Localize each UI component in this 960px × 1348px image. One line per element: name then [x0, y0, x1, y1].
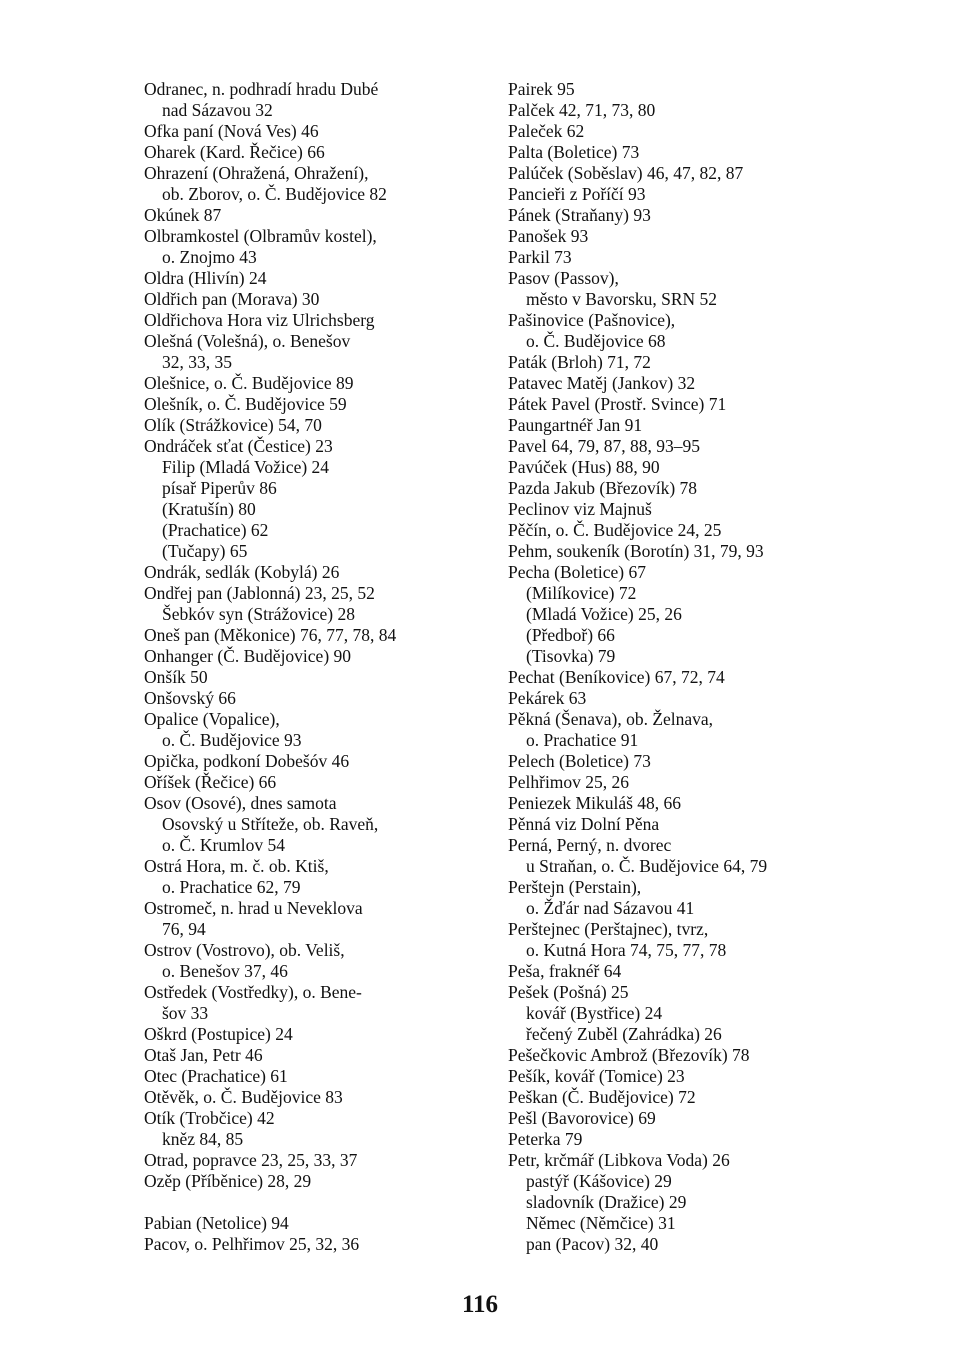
index-entry: Ohrazení (Ohražená, Ohražení),: [144, 163, 369, 183]
index-subentry: kovář (Bystřice) 24: [526, 1003, 663, 1023]
index-entry: Otík (Trobčice) 42: [144, 1108, 275, 1128]
index-entry: Pazda Jakub (Březovík) 78: [508, 478, 698, 498]
index-entry: Oříšek (Řečice) 66: [144, 772, 277, 792]
index-entry: Olbramkostel (Olbramův kostel),: [144, 226, 377, 246]
index-subentry: Němec (Němčice) 31: [526, 1213, 676, 1233]
index-entry: Palúček (Soběslav) 46, 47, 82, 87: [508, 163, 744, 183]
index-subentry: sladovník (Dražice) 29: [526, 1192, 687, 1212]
index-entry: Opička, podkoní Dobešóv 46: [144, 751, 350, 771]
index-subentry: kněz 84, 85: [162, 1129, 244, 1149]
index-entry: Opalice (Vopalice),: [144, 709, 280, 729]
index-entry: Ondrák, sedlák (Kobylá) 26: [144, 562, 340, 582]
index-entry: Perná, Perný, n. dvorec: [508, 835, 672, 855]
index-entry: Onhanger (Č. Budějovice) 90: [144, 646, 352, 666]
index-subentry: 32, 33, 35: [162, 352, 232, 372]
index-entry: Otec (Prachatice) 61: [144, 1066, 288, 1086]
index-entry: Olešník, o. Č. Budějovice 59: [144, 394, 347, 414]
index-entry: Petr, krčmář (Libkova Voda) 26: [508, 1150, 730, 1170]
index-subentry: 76, 94: [162, 919, 206, 939]
index-subentry: o. Č. Krumlov 54: [162, 835, 285, 855]
index-entry: Okúnek 87: [144, 205, 222, 225]
index-entry: Osov (Osové), dnes samota: [144, 793, 337, 813]
index-entry: Perštejn (Perstain),: [508, 877, 642, 897]
index-subentry: o. Žďár nad Sázavou 41: [526, 898, 695, 918]
index-entry: Pacov, o. Pelhřimov 25, 32, 36: [144, 1234, 360, 1254]
index-subentry: u Straňan, o. Č. Budějovice 64, 79: [526, 856, 768, 876]
index-entry: Oldra (Hlivín) 24: [144, 268, 267, 288]
index-entry: Parkil 73: [508, 247, 572, 267]
index-column-left: [144, 79, 474, 1255]
index-entry: Pešík, kovář (Tomice) 23: [508, 1066, 685, 1086]
index-entry: Patavec Matěj (Jankov) 32: [508, 373, 696, 393]
index-entry: Oharek (Kard. Řečice) 66: [144, 142, 325, 162]
index-subentry: pastýř (Kášovice) 29: [526, 1171, 672, 1191]
index-subentry: (Tisovka) 79: [526, 646, 616, 666]
index-subentry: písař Piperův 86: [162, 478, 277, 498]
index-entry: Oldřich pan (Morava) 30: [144, 289, 320, 309]
index-subentry: pan (Pacov) 32, 40: [526, 1234, 659, 1254]
index-entry: Pehm, soukeník (Borotín) 31, 79, 93: [508, 541, 764, 561]
index-entry: Ostrá Hora, m. č. ob. Ktiš,: [144, 856, 329, 876]
index-entry: Pašinovice (Pašnovice),: [508, 310, 676, 330]
index-subentry: Osovský u Stříteže, ob. Raveň,: [162, 814, 379, 834]
index-subentry: šov 33: [162, 1003, 209, 1023]
index-entry: Peclinov viz Majnuš: [508, 499, 652, 519]
index-entry: Pairek 95: [508, 79, 575, 99]
index-entry: Pavúček (Hus) 88, 90: [508, 457, 660, 477]
index-subentry: (Kratušín) 80: [162, 499, 256, 519]
index-entry: Ofka paní (Nová Ves) 46: [144, 121, 319, 141]
index-entry: Olešnice, o. Č. Budějovice 89: [144, 373, 354, 393]
index-subentry: město v Bavorsku, SRN 52: [526, 289, 718, 309]
index-entry: Perštejnec (Perštajnec), tvrz,: [508, 919, 709, 939]
index-entry: Olešná (Volešná), o. Benešov: [144, 331, 351, 351]
index-entry: Otěvěk, o. Č. Budějovice 83: [144, 1087, 343, 1107]
index-subentry: o. Č. Budějovice 68: [526, 331, 666, 351]
index-entry: Peterka 79: [508, 1129, 583, 1149]
index-entry: Ostředek (Vostředky), o. Bene-: [144, 982, 362, 1002]
index-entry: Ondřej pan (Jablonná) 23, 25, 52: [144, 583, 375, 603]
index-entry: Pecha (Boletice) 67: [508, 562, 647, 582]
index-entry: Peša, fraknéř 64: [508, 961, 622, 981]
index-entry: Pěkná (Šenava), ob. Želnava,: [508, 709, 714, 729]
index-entry: Pěčín, o. Č. Budějovice 24, 25: [508, 520, 722, 540]
index-entry: Panošek 93: [508, 226, 589, 246]
index-entry: Pekárek 63: [508, 688, 587, 708]
index-entry: Pěnná viz Dolní Pěna: [508, 814, 660, 834]
index-subentry: (Tučapy) 65: [162, 541, 248, 561]
index-entry: Paták (Brloh) 71, 72: [508, 352, 651, 372]
index-entry: Oldřichova Hora viz Ulrichsberg: [144, 310, 375, 330]
index-entry: Pešečkovic Ambrož (Březovík) 78: [508, 1045, 750, 1065]
blank-line: [144, 1192, 474, 1213]
index-entry: Onšovský 66: [144, 688, 236, 708]
index-subentry: (Milíkovice) 72: [526, 583, 637, 603]
index-entry: Paleček 62: [508, 121, 585, 141]
index-subentry: nad Sázavou 32: [162, 100, 273, 120]
index-entry: Palček 42, 71, 73, 80: [508, 100, 656, 120]
index-entry: Pánek (Straňany) 93: [508, 205, 651, 225]
index-subentry: ob. Zborov, o. Č. Budějovice 82: [162, 184, 387, 204]
index-entry: Pešl (Bavorovice) 69: [508, 1108, 656, 1128]
index-entry: Pasov (Passov),: [508, 268, 619, 288]
index-entry: Oneš pan (Měkonice) 76, 77, 78, 84: [144, 625, 397, 645]
index-entry: Pancieři z Poříčí 93: [508, 184, 646, 204]
index-entry: Olík (Strážkovice) 54, 70: [144, 415, 322, 435]
index-entry: Peniezek Mikuláš 48, 66: [508, 793, 682, 813]
index-entry: Pátek Pavel (Prostř. Svince) 71: [508, 394, 727, 414]
index-entry: Pechat (Beníkovice) 67, 72, 74: [508, 667, 725, 687]
index-entry: Palta (Boletice) 73: [508, 142, 640, 162]
index-subentry: o. Kutná Hora 74, 75, 77, 78: [526, 940, 727, 960]
index-entry: Otaš Jan, Petr 46: [144, 1045, 263, 1065]
index-entry: Ostromeč, n. hrad u Neveklova: [144, 898, 363, 918]
index-subentry: o. Benešov 37, 46: [162, 961, 288, 981]
index-subentry: Šebkóv syn (Strážovice) 28: [162, 604, 355, 624]
index-subentry: (Předboř) 66: [526, 625, 615, 645]
index-subentry: řečený Zuběl (Zahrádka) 26: [526, 1024, 722, 1044]
index-subentry: o. Č. Budějovice 93: [162, 730, 302, 750]
index-entry: Ozěp (Příběnice) 28, 29: [144, 1171, 312, 1191]
index-entry: Peškan (Č. Budějovice) 72: [508, 1087, 696, 1107]
index-entry: Pavel 64, 79, 87, 88, 93–95: [508, 436, 701, 456]
index-subentry: o. Znojmo 43: [162, 247, 257, 267]
index-entry: Ondráček sťat (Čestice) 23: [144, 436, 333, 456]
index-subentry: (Prachatice) 62: [162, 520, 269, 540]
index-entry: Onšík 50: [144, 667, 208, 687]
index-entry: Pelech (Boletice) 73: [508, 751, 651, 771]
index-column-right: [508, 79, 838, 1255]
index-entry: Pešek (Pošná) 25: [508, 982, 629, 1002]
index-entry: Pabian (Netolice) 94: [144, 1213, 289, 1233]
index-subentry: (Mladá Vožice) 25, 26: [526, 604, 682, 624]
index-entry: Odranec, n. podhradí hradu Dubé: [144, 79, 379, 99]
page-number: 116: [461, 1291, 499, 1318]
index-entry: Oškrd (Postupice) 24: [144, 1024, 293, 1044]
index-subentry: Filip (Mladá Vožice) 24: [162, 457, 330, 477]
index-subentry: o. Prachatice 91: [526, 730, 639, 750]
index-subentry: o. Prachatice 62, 79: [162, 877, 301, 897]
index-entry: Ostrov (Vostrovo), ob. Veliš,: [144, 940, 345, 960]
index-entry: Pelhřimov 25, 26: [508, 772, 630, 792]
index-entry: Otrad, popravce 23, 25, 33, 37: [144, 1150, 358, 1170]
index-entry: Paungartnéř Jan 91: [508, 415, 643, 435]
